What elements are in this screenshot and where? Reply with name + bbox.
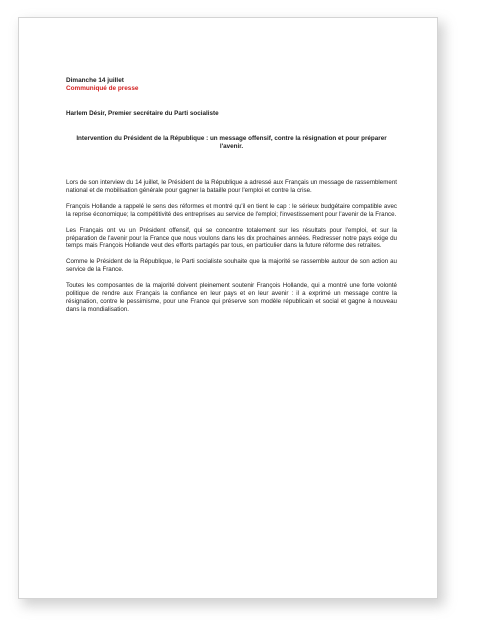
paragraph: Comme le Président de la République, le Parti socialiste souhaite que la majorité se rassemble autour de son action au service de la France. <box>66 258 397 274</box>
body-text <box>66 179 397 314</box>
paragraph: François Hollande a rappelé le sens des réformes et montré qu'il en tient le cap : le sérieux budgétaire compatible avec la reprise économique; la compétitivité des entreprises au service de l'emploi; l'investissement pour l'avenir de la France. <box>66 202 397 218</box>
paragraph: Toutes les composantes de la majorité doivent pleinement soutenir François Hollande, qui a montré une forte volonté politique de rendre aux Français la confiance en leur pays et en leur avenir : il a exprimé un message contre la résignation, contre le pessimisme, pour une France qui préserve son modèle républicain et social et gagne à nouveau dans la mondialisation. <box>66 282 397 313</box>
document-date: Dimanche 14 juillet <box>66 77 124 84</box>
paragraph: Les Français ont vu un Président offensif, qui se concentre totalement sur les résultats pour l'emploi, et sur la préparation de l'avenir pour la France que nous voulons dans les dix prochaines années. Redresser notre pays exige du temps mais François Hollande veut des efforts partagés par tous, en particulier dans la future réforme des retraites. <box>66 226 397 250</box>
document-content <box>66 77 397 322</box>
press-release-label: Communiqué de presse <box>66 85 139 92</box>
paragraph: Lors de son interview du 14 juillet, le Président de la République a adressé aux Français un message de rassemblement national et de mobilisation générale pour gagner la bataille pour l'emploi et contre la crise. <box>66 179 397 194</box>
headline: Intervention du Président de la République : un message offensif, contre la résignation et pour préparer l'avenir. <box>76 135 387 150</box>
document-page <box>18 17 438 599</box>
author-line: Harlem Désir, Premier secrétaire du Parti socialiste <box>66 110 219 117</box>
